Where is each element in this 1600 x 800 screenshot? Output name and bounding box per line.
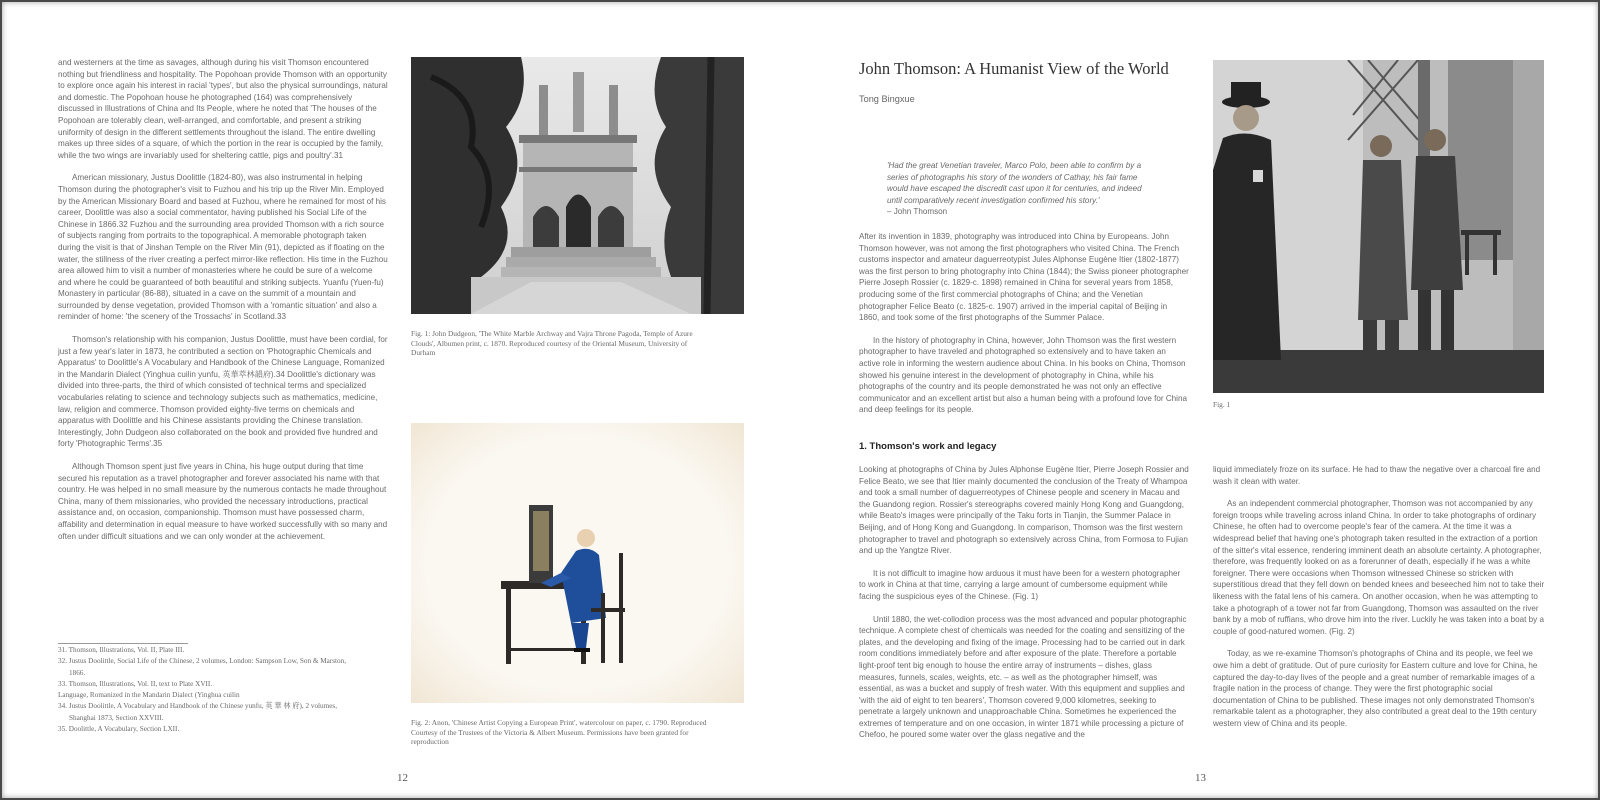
epigraph-line-1: 'Had the great Venetian traveler, Marco Polo, been able to confirm by a	[887, 161, 1142, 170]
left-paragraph-1: and westerners at the time as savages, although during his visit Thomson encountered nothing but friendliness and hospitality. The Popohoan provide Thomson with an opportunity to explore once again his interest in racial 'types', but also the physical surroundings, natural and domestic. The Popohoan house he photographed (164) was comprehensively discussed in Illustrations of China and Its People, where he noted that 'The houses of the Popohoan are tolerably clean, well-arranged, and comfortable, and present a striking uniformity of design in the different settlements throughout the island. The entire dwelling makes up three sides of a square, of which the portion in the rear is occupied by the family, while the two wings are invariably used for sheltering cattle, pigs and poultry'.31	[58, 58, 388, 160]
col1-paragraph-1: Looking at photographs of China by Jules Alphonse Eugène Itier, Pierre Joseph Rossier and Felice Beato, we see that Itier mainly documented the conclusion of the Treaty of Whampoa and took a small number of daguerreotypes of Chinese people and scenery in Macau and the Guandong region. Rossier's stereographs covered mainly Hong Kong and Guangdong, while Beato's images were principally of the Taku forts in Tianjin, the Summer Palace in Beijing, and of Hong Kong and Guangdong. In comparison, Thomson was the first western photographer to travel and photograph so extensively across China, from Formosa to Fujian and up the Yangtze River.	[859, 465, 1189, 556]
thomson-fig-label: Fig. 1	[1213, 400, 1231, 409]
left-page-number: 12	[397, 772, 408, 784]
epigraph	[887, 160, 1162, 218]
left-paragraph-3: Thomson's relationship with his companion, Justus Doolittle, must have been cordial, for just a few year's later in 1873, he contributed a section on 'Photographic Chemicals and Apparatus' to Doolittle's A Vocabulary and Handbook of the Chinese Language, Romanized in the Mandarin Dialect (Yinghua cuilin yunfu, 英華萃林韻府).34 Doolittle's dictionary was divided into three-parts, the third of which consisted of technical terms and specialized vocabularies relating to science and technology subjects such as mathematics, medicine, law, religion and commerce. Thomson provided eighty-five terms on chemicals and apparatus with Doolittle and his Chinese assistants providing the Chinese translation. Interestingly, John Dudgeon also collaborated on the book and provided five hundred and forty 'Photographic Terms'.35	[58, 335, 388, 449]
right-page-number: 13	[1195, 772, 1206, 784]
col2-paragraph-3: Today, as we re-examine Thomson's photographs of China and its people, we feel we owe him a debt of gratitude. Out of pure curiosity for Eastern culture and love for China, he captured the day-to-day lives of the people and a great number of remarkable images of a fragile nation in the process of change. They were the first photographic social documentation of China to be published. These images not only demonstrated Thomson's remarkable talent as a photographer, they also contributed a great deal to the 19th century western view of China and its people.	[1213, 649, 1538, 728]
left-page-body	[58, 57, 388, 553]
footnote-34-line-a: Language, Romanized in the Mandarin Dialect (Yinghua cuilin	[58, 691, 240, 700]
left-paragraph-2: American missionary, Justus Doolittle (1824-80), was also instrumental in helping Thomson during the photographer's visit to Fuzhou and his trip up the River Min. Employed by the American Missionary Board and based at Fuzhou, where he remained for most of his career, Doolittle was also a social commentator, having published his Social Life of the Chinese in 1866.32 Fuzhou and the surrounding area provided Thomson with a rich source of subjects ranging from portraits to the topographical. A memorable photograph taken during the visit is that of Jinshan Temple on the River Min (91), depicted as if floating on the water, the stillness of the river creating a perfect mirror-like reflection. His time in the Fuzhou area allowed him to visit a number of monasteries where he could be sure of a welcome and where he could be guaranteed of both beautiful and striking subjects. Yuanfu (Yuen-fu) Monastery in particular (86-88), situated in a cave on the summit of a mountain and surrounded by dense vegetation, provided Thomson with a 'romantic situation' and also a reminder of home: 'the scenery of the Trossachs' in Scotland.33	[58, 173, 388, 322]
chinese-artist-watercolour	[411, 423, 744, 703]
intro-paragraph-2: In the history of photography in China, however, John Thomson was the first western photographer to have traveled and photographed so extensively and to have taken an active role in informing the western audience about China. In his books on China, Thomson showed his genuine interest in the development of photography in China, while his photographs of the country and its people demonstrated he was not only an effective communicator and an excellent artist but also a human being with a profound love for China and deep feelings for its people.	[859, 335, 1187, 415]
intro-text	[859, 231, 1189, 427]
book-spread	[2, 2, 1598, 798]
epigraph-attribution: – John Thomson	[887, 207, 948, 217]
footnote-divider	[58, 643, 188, 644]
col1-paragraph-3: Until 1880, the wet-collodion process was the most advanced and popular photographic technique. A complete chest of chemicals was needed for the coating and sensitizing of the plates, and the developing and fixing of the image. Processing had to be carried out in dark room conditions immediately before and after exposure of the plate. Therefore a portable light-proof tent big enough to house the entire array of instruments – dishes, glass measures, funnels, scales, weights, etc. – as well as the photographer himself, was essential, as was a bucket and supply of fresh water. With this equipment and supplies and 'with the aid of eight to ten bearers', Thomson covered 9,000 kilometres, seeking to penetrate a largely unknown and unapproachable China. Sometimes he experienced the extremes of temperature and on one occasion, in winter 1871 while processing a picture of Chefoo, he poured some water over the glass negative and the	[859, 614, 1187, 740]
footnote-34: 34. Justus Doolittle, A Vocabulary and Handbook of the Chinese yunfu, 英 華 林 府), 2 volumes,	[58, 702, 338, 711]
col1-paragraph-2: It is not difficult to imagine how arduous it must have been for a western photographer to work in China at that time, carrying a large amount of cumbersome equipment while facing the suspicious eyes of the Chinese. (Fig. 1)	[859, 568, 1181, 601]
temple-archway-photo	[411, 57, 744, 314]
epigraph-line-4: until comparatively recent investigation confirmed his story.'	[887, 195, 1100, 205]
footnotes	[58, 645, 388, 735]
footnote-32: 32. Justus Doolittle, Social Life of the Chinese, 2 volumes, London: Sampson Low, Son & Marston,	[58, 657, 347, 666]
footnote-34-cont: Shanghai 1873, Section XXVIII.	[69, 713, 164, 722]
section-heading: 1. Thomson's work and legacy	[859, 441, 997, 452]
article-author: Tong Bingxue	[859, 94, 915, 104]
thomson-portrait-photo	[1213, 60, 1544, 393]
col2-paragraph-1: liquid immediately froze on its surface. He had to thaw the negative over a charcoal fire and wash it clean with water.	[1213, 465, 1541, 486]
article-title: John Thomson: A Humanist View of the World	[859, 59, 1169, 78]
footnote-35: 35. Doolittle, A Vocabulary, Section LXII.	[58, 725, 180, 734]
epigraph-line-3: would have escaped the discredit cast upon it for centuries, and indeed	[887, 184, 1142, 194]
col2-paragraph-2: As an independent commercial photographer, Thomson was not accompanied by any foreign troops while traveling across inland China. In order to take photographs of ordinary Chinese, he often had to overcome people's fear of the camera. At the time it was a widespread belief that having one's photograph taken resulted in the extraction of a portion of the sitter's vital essence, rendering imminent death an absolute certainty. A photographer, therefore, was frequently looked on as a forerunner of death, especially if he was a white foreigner. There were occasions when Thomson witnessed Chinese so stricken with superstitious dread that they fell down on bended knees and beseeched him not to take their likeness with the fatal lens of his camera. On another occasion, when he was attempting to take a photograph of a tower not far from Guangdong, Thomson was assaulted on the river bank by a mob of ruffians, who drove him into the river. Luckily he was taken into a boat by a couple of good-natured women. (Fig. 2)	[1213, 499, 1545, 636]
intro-paragraph-1: After its invention in 1839, photography was introduced into China by Europeans. John Thomson however, was not among the first photographers who visited China. The French customs inspector and amateur daguerreotypist Jules Alphonse Eugène Itier (1802-1877) was the first person to bring photography into China (1844); the Swiss pioneer photographer Pierre Joseph Rossier (c. 1829-c. 1898) remained in China for several years from 1858, producing some of the first commercial photographs of China; and the Venetian photographer Felice Beato (c. 1825-c. 1907) arrived in the imperial capital of Beijing in 1860, and took some of the first photographs of the Summer Palace.	[859, 232, 1189, 323]
epigraph-line-2: series of photographs his story of the wonders of Cathay, his fair fame	[887, 172, 1138, 182]
footnote-33: 33. Thomson, Illustrations, Vol. II, text to Plate XVII.	[58, 679, 213, 688]
footnote-31: 31. Thomson, Illustrations, Vol. II, Plate III.	[58, 646, 185, 654]
section-column-2	[1213, 464, 1545, 740]
figure-1-caption: Fig. 1: John Dudgeon, 'The White Marble Archway and Vajra Throne Pagoda, Temple of Azure Clouds', Albumen print, c. 1870. Reproduced courtesy of the Oriental Museum, University of Durham	[411, 329, 693, 358]
section-column-1	[859, 464, 1189, 752]
footnote-32-cont: 1866.	[69, 668, 86, 677]
left-paragraph-4: Although Thomson spent just five years in China, his huge output during that time secured his reputation as a travel photographer and forever associated his name with that country. He was helped in no small measure by the numerous contacts he made throughout China, many of them missionaries, who provided the necessary introductions, practical assistance and, on occasion, companionship. Thomson must have possessed charm, affability and determination in equal measure to have worked successfully with so many and often under difficult situations and we can only wonder at the achievement.	[58, 462, 388, 541]
figure-2-caption: Fig. 2: Anon, 'Chinese Artist Copying a European Print', watercolour on paper, c. 1790. Reproduced Courtesy of the Trustees of the Victoria & Albert Museum. Permissions have been granted for reproduction	[411, 718, 707, 747]
